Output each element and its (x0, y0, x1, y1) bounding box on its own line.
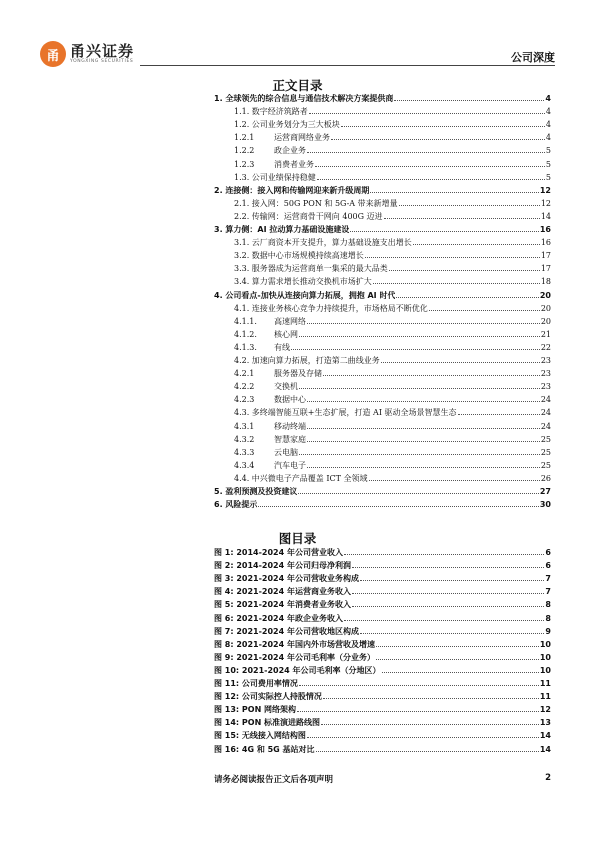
entry-page-number: 7 (545, 587, 551, 597)
figure-entry-label: 图 16: 4G 和 5G 基站对比 (214, 744, 315, 754)
figure-entry-label: 图 7: 2021-2024 年公司营收地区构成 (214, 626, 359, 636)
dot-leader (299, 448, 540, 455)
figure-entry-label: 图 6: 2021-2024 年政企业务收入 (214, 613, 343, 623)
toc-entry-label: 移动终端 (274, 421, 306, 431)
toc-entry[interactable] (214, 394, 551, 406)
toc-entry-label: 3.4. 算力需求增长推动交换机市场扩大 (234, 277, 372, 287)
entry-page-number: 20 (540, 303, 551, 313)
toc-entry[interactable] (214, 473, 551, 485)
entry-page-number: 23 (540, 382, 551, 392)
toc-entry[interactable] (214, 434, 551, 446)
toc-entry[interactable] (214, 381, 551, 393)
figure-entry[interactable] (214, 691, 551, 703)
dot-leader (344, 548, 544, 555)
toc-entry[interactable] (214, 486, 551, 498)
toc-entry[interactable] (214, 407, 551, 419)
toc-entry[interactable] (214, 421, 551, 433)
dot-leader (352, 561, 544, 568)
dot-leader (376, 653, 539, 660)
company-logo (40, 40, 134, 68)
toc-entry-number: 4.3.3 (234, 447, 255, 457)
toc-entry-label: 汽车电子 (274, 460, 306, 470)
figure-entry-label: 图 13: PON 网络架构 (214, 705, 297, 715)
dot-leader (365, 251, 540, 258)
dot-leader (429, 304, 540, 311)
entry-page-number: 17 (540, 251, 551, 261)
figure-entry-label: 图 9: 2021-2024 年公司毛利率（分业务） (214, 652, 375, 662)
dot-leader (315, 160, 545, 167)
dot-leader (352, 600, 544, 607)
toc-entry-number: 4.3.2 (234, 434, 255, 444)
entry-page-number: 21 (540, 329, 551, 339)
entry-page-number: 22 (540, 342, 551, 352)
toc-entry[interactable] (214, 250, 551, 262)
dot-leader (299, 679, 539, 686)
page-footer (214, 773, 551, 785)
dot-leader (307, 435, 540, 442)
toc-entry-label: 有线 (274, 342, 290, 352)
dot-leader (307, 395, 540, 402)
figure-entry-label: 图 15: 无线接入网结构图 (214, 731, 306, 741)
dot-leader (373, 277, 540, 284)
toc-entry[interactable] (214, 106, 551, 118)
toc-entry-label: 3.3. 服务器成为运营商单一集采的最大品类 (234, 264, 388, 274)
toc-entry[interactable] (214, 198, 551, 210)
figure-entry[interactable] (214, 704, 551, 716)
toc-entry[interactable] (214, 316, 551, 328)
toc-entry[interactable] (214, 211, 551, 223)
dot-leader (384, 212, 540, 219)
entry-page-number: 17 (540, 264, 551, 274)
dot-leader (394, 94, 544, 101)
entry-page-number: 25 (540, 460, 551, 470)
toc-entry-label: 2.2. 传输网：运营商骨干网向 400G 迈进 (234, 211, 383, 221)
entry-page-number: 4 (545, 107, 551, 117)
toc-entry[interactable] (214, 185, 551, 197)
dot-leader (382, 666, 539, 673)
entry-page-number: 12 (539, 185, 551, 195)
figure-entry-label: 图 12: 公司实际控人持股情况 (214, 692, 322, 702)
entry-page-number: 16 (540, 238, 551, 248)
toc-entry-number: 4.2.3 (234, 395, 255, 405)
dot-leader (396, 291, 538, 298)
dot-leader (381, 356, 540, 363)
toc-entry-label: 核心网 (274, 329, 298, 339)
dot-leader (360, 574, 544, 581)
toc-entry[interactable] (214, 159, 551, 171)
figure-entry-label: 图 5: 2021-2024 年消费者业务收入 (214, 600, 351, 610)
toc-entry[interactable] (214, 132, 551, 144)
entry-page-number: 9 (545, 626, 551, 636)
entry-page-number: 11 (539, 692, 551, 702)
toc-entry-label: 1.2. 公司业务划分为三大板块 (234, 120, 340, 130)
dot-leader (350, 225, 539, 232)
entry-page-number: 24 (540, 395, 551, 405)
entry-page-number: 23 (540, 369, 551, 379)
figures-title: 图目录 (278, 531, 317, 546)
dot-leader (298, 487, 538, 494)
toc-entry-label: 4.1. 连接业务核心竞争力持续提升，市场格局不断优化 (234, 303, 428, 313)
toc-entry[interactable] (214, 119, 551, 131)
entry-page-number: 5 (545, 146, 551, 156)
dot-leader (299, 330, 540, 337)
toc-title: 正文目录 (272, 78, 323, 93)
toc-entry-label: 5. 盈利预测及投资建议 (214, 487, 298, 496)
toc-entry-number: 1.2.2 (234, 146, 255, 156)
entry-page-number: 26 (540, 473, 551, 483)
figure-entry[interactable] (214, 744, 551, 756)
figure-entry-label: 图 2: 2014-2024 年公司归母净利润 (214, 561, 351, 571)
entry-page-number: 4 (545, 120, 551, 130)
entry-page-number: 12 (539, 705, 551, 715)
dot-leader (323, 369, 540, 376)
toc-entry-label: 4.2. 加速向算力拓展，打造第二曲线业务 (234, 356, 380, 365)
toc-entry-label: 4. 公司看点-加快从连接向算力拓展，拥抱 AI 时代 (214, 290, 396, 300)
figure-entry-label: 图 1: 2014-2024 年公司营业收入 (214, 548, 343, 557)
toc-entry-label: 1.3. 公司业绩保持稳健 (234, 172, 316, 182)
dot-leader (323, 692, 539, 699)
entry-page-number: 10 (539, 639, 551, 649)
toc-entry-number: 4.3.4 (234, 460, 255, 470)
dot-leader (307, 731, 539, 738)
dot-leader (307, 317, 540, 324)
entry-page-number: 4 (545, 133, 551, 143)
toc-entry[interactable] (214, 276, 551, 288)
entry-page-number: 8 (545, 613, 551, 623)
dot-leader (389, 264, 540, 271)
dot-leader (321, 718, 539, 725)
toc-entry[interactable] (214, 447, 551, 459)
figure-entry[interactable] (214, 599, 551, 611)
entry-page-number: 14 (540, 211, 551, 221)
dot-leader (413, 238, 540, 245)
dot-leader (309, 107, 545, 114)
dot-leader (307, 461, 540, 468)
entry-page-number: 6 (545, 561, 551, 571)
report-type: 公司深度 (511, 51, 555, 64)
entry-page-number: 6 (545, 548, 551, 557)
entry-page-number: 27 (539, 487, 551, 496)
figure-entry[interactable] (214, 560, 551, 572)
figure-entry-label: 图 8: 2021-2024 年国内外市场营收及增速 (214, 639, 375, 649)
figure-entry[interactable] (214, 730, 551, 742)
entry-page-number: 30 (539, 500, 551, 510)
dot-leader (291, 343, 540, 350)
entry-page-number: 18 (540, 277, 551, 287)
toc-entry-label: 4.4. 中兴微电子产品覆盖 ICT 全领域 (234, 473, 368, 483)
figure-entry[interactable] (214, 678, 551, 690)
toc-entry-label: 4.3. 多终端智能互联+生态扩展，打造 AI 驱动全场景智慧生态 (234, 408, 457, 418)
toc-entry-label: 6. 风险提示 (214, 500, 258, 510)
entry-page-number: 13 (539, 718, 551, 728)
entry-page-number: 14 (539, 744, 551, 754)
dot-leader (299, 382, 540, 389)
toc-entry[interactable] (214, 355, 551, 367)
company-name-en: YONGXING SECURITIES (70, 59, 134, 64)
entry-page-number: 16 (539, 225, 551, 234)
toc-entry-label: 数据中心 (274, 395, 306, 405)
entry-page-number: 4 (545, 94, 551, 103)
toc-entry-number: 4.1.1. (234, 316, 257, 326)
toc-entry[interactable] (214, 224, 551, 236)
figure-entry[interactable] (214, 639, 551, 651)
dot-leader (331, 133, 545, 140)
figure-entry[interactable] (214, 586, 551, 598)
toc-entry[interactable] (214, 237, 551, 249)
figure-entry[interactable] (214, 573, 551, 585)
toc-entry-number: 4.3.1 (234, 421, 255, 431)
entry-page-number: 25 (540, 447, 551, 457)
toc-entry[interactable] (214, 263, 551, 275)
toc-entry-label: 交换机 (274, 382, 298, 392)
toc-entry[interactable] (214, 460, 551, 472)
dot-leader (344, 614, 544, 621)
figure-entry[interactable] (214, 613, 551, 625)
toc-entry-label: 2.1. 接入网：50G PON 和 5G-A 带来新增量 (234, 198, 398, 208)
figure-entry-label: 图 11: 公司费用率情况 (214, 679, 298, 688)
toc-entry-number: 1.2.3 (234, 159, 255, 169)
toc-entry-label: 智慧家庭 (274, 434, 306, 444)
entry-page-number: 10 (539, 665, 551, 675)
logo-mark-icon: 甬 (40, 41, 66, 67)
dot-leader (376, 640, 539, 647)
toc-entry-number: 4.1.3. (234, 342, 257, 352)
dot-leader (297, 705, 539, 712)
toc-entry[interactable] (214, 329, 551, 341)
header-divider (140, 65, 555, 66)
dot-leader (370, 186, 538, 193)
toc-entry-label: 1. 全球领先的综合信息与通信技术解决方案提供商 (214, 94, 394, 103)
dot-leader (360, 627, 544, 634)
toc-entry-label: 3.2. 数据中心市场规模持续高速增长 (234, 251, 364, 261)
toc-entry-number: 4.2.1 (234, 369, 255, 379)
entry-page-number: 23 (540, 356, 551, 365)
entry-page-number: 14 (539, 731, 551, 741)
toc-entry-label: 消费者业务 (274, 159, 314, 169)
entry-page-number: 7 (545, 574, 551, 584)
toc-entry-number: 4.2.2 (234, 382, 255, 392)
footer-disclaimer: 请务必阅读报告正文后各项声明 (214, 775, 334, 785)
toc-entry-label: 2. 连接侧：接入网和传输网迎来新升级周期 (214, 185, 370, 195)
toc-entry[interactable] (214, 342, 551, 354)
dot-leader (307, 422, 540, 429)
dot-leader (317, 173, 545, 180)
entry-page-number: 5 (545, 159, 551, 169)
dot-leader (316, 745, 539, 752)
entry-page-number: 25 (540, 434, 551, 444)
entry-page-number: 20 (540, 316, 551, 326)
toc-entry-label: 1.1. 数字经济筑路者 (234, 107, 308, 117)
figure-entry[interactable] (214, 652, 551, 664)
company-name-cn: 甬兴证券 (70, 42, 135, 60)
dot-leader (258, 500, 538, 507)
toc-entry-number: 1.2.1 (234, 133, 255, 143)
dot-leader (369, 474, 540, 481)
dot-leader (341, 120, 545, 127)
entry-page-number: 11 (539, 679, 551, 688)
toc-entry[interactable] (214, 145, 551, 157)
figure-entry-label: 图 10: 2021-2024 年公司毛利率（分地区） (214, 665, 381, 675)
toc-entry[interactable] (214, 93, 551, 105)
page-header (40, 40, 555, 70)
toc-entry-label: 3.1. 云厂商资本开支提升，算力基础设施支出增长 (234, 238, 412, 248)
toc-entry[interactable] (214, 499, 551, 511)
figure-entry[interactable] (214, 665, 551, 677)
dot-leader (458, 408, 540, 415)
toc-entry[interactable] (214, 368, 551, 380)
dot-leader (352, 587, 544, 594)
figure-entry[interactable] (214, 547, 551, 559)
entry-page-number: 24 (540, 421, 551, 431)
entry-page-number: 8 (545, 600, 551, 610)
toc-entry-label: 运营商网络业务 (274, 133, 330, 143)
entry-page-number: 10 (539, 652, 551, 662)
figure-entry-label: 图 3: 2021-2024 年公司营收业务构成 (214, 574, 359, 584)
toc-entry-label: 政企业务 (274, 146, 306, 156)
figure-entry[interactable] (214, 626, 551, 638)
toc-entry-label: 云电脑 (274, 447, 298, 457)
dot-leader (399, 199, 540, 206)
figure-entry-label: 图 14: PON 标准演进路线图 (214, 718, 321, 728)
entry-page-number: 5 (545, 172, 551, 182)
figure-entry-label: 图 4: 2021-2024 年运营商业务收入 (214, 587, 351, 597)
figure-entry[interactable] (214, 717, 551, 729)
toc-entry-label: 服务器及存储 (274, 369, 322, 379)
toc-entry[interactable] (214, 172, 551, 184)
entry-page-number: 20 (539, 290, 551, 300)
entry-page-number: 12 (540, 198, 551, 208)
toc-entry-number: 4.1.2. (234, 329, 257, 339)
page-number: 2 (545, 773, 551, 783)
dot-leader (307, 146, 545, 153)
entry-page-number: 24 (540, 408, 551, 418)
toc-entry[interactable] (214, 303, 551, 315)
toc-entry[interactable] (214, 290, 551, 302)
toc-entry-label: 3. 算力侧：AI 拉动算力基础设施建设 (214, 225, 350, 234)
toc-entry-label: 高速网络 (274, 316, 306, 326)
